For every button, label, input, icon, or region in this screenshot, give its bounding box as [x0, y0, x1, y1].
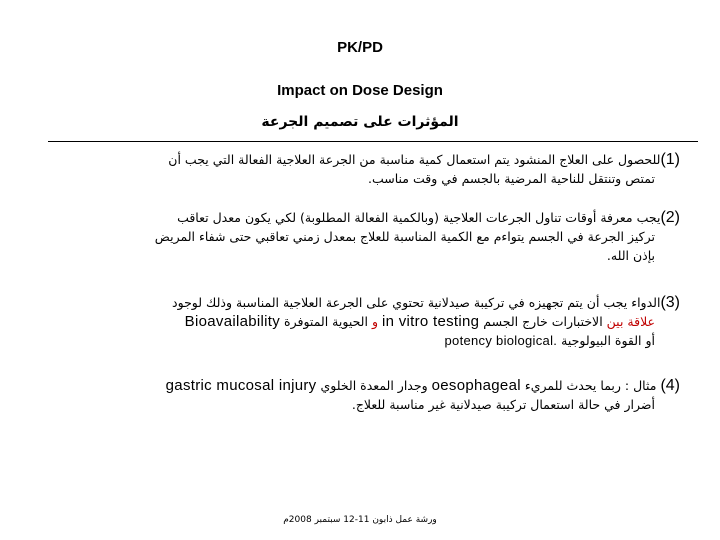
point-1-line-1 — [40, 150, 680, 169]
point-3-text-2b: الحيوية المتوفرة — [284, 314, 368, 329]
point-3-number: (3) — [660, 294, 680, 311]
point-3-and: و — [371, 314, 378, 329]
point-1 — [40, 150, 680, 188]
point-3-in-vitro: in vitro testing — [381, 313, 480, 330]
point-3-text-3: أو القوة البيولوجية — [561, 333, 655, 348]
point-2-text-2: تركيز الجرعة في الجسم يتواءم مع الكمية المناسبة للعلاج بمعدل زمني تعاقبي حتى شفاء المريض — [154, 229, 655, 244]
point-4-number: (4) — [660, 377, 680, 394]
point-1-number: (1) — [660, 151, 680, 168]
point-1-text-1: للحصول على العلاج المنشود يتم استعمال كمية مناسبة من الجرعة العلاجية الفعالة التي يجب أن — [168, 152, 661, 167]
point-4 — [40, 376, 680, 414]
point-4-oesophageal: oesophageal — [431, 377, 521, 394]
point-3-text-2a: الاختبارات خارج الجسم — [483, 314, 603, 329]
point-2-number: (2) — [660, 209, 680, 226]
point-3-highlight: علاقة بين — [606, 314, 655, 329]
point-2-line-3 — [40, 246, 680, 265]
point-3-text-1: الدواء يجب أن يتم تجهيزه في تركيبة صيدلانية تحتوي على الجرعة العلاجية المناسبة وذلك لوجود — [172, 295, 661, 310]
point-2-line-1 — [40, 208, 680, 227]
point-2 — [40, 208, 680, 265]
point-2-line-2 — [40, 227, 680, 246]
point-1-line-2 — [40, 169, 680, 188]
point-3 — [40, 293, 680, 350]
slide-footer: ورشة عمل ذابون 11-12 سبتمبر 2008م — [283, 515, 437, 525]
point-2-text-3: بإذن الله. — [606, 248, 655, 263]
point-4-line-2 — [40, 395, 680, 414]
point-3-bioavailability: Bioavailability — [184, 313, 281, 330]
point-3-potency: potency biological. — [444, 333, 558, 348]
point-4-gastric-injury: gastric mucosal injury — [165, 377, 317, 394]
point-4-line-1 — [40, 376, 680, 395]
point-1-text-2: تمتص وتنتقل للناحية المرضية بالجسم في وقت مناسب. — [368, 171, 655, 186]
slide-arabic-heading: المؤثرات على تصميم الجرعة — [261, 114, 459, 130]
point-4-text-2: أضرار في حالة استعمال تركيبة صيدلانية غير مناسبة للعلاج. — [351, 397, 655, 412]
heading-divider — [48, 141, 698, 142]
point-4-text-1b: وجدار المعدة الخلوي — [320, 378, 428, 393]
point-3-line-1 — [40, 293, 680, 312]
point-3-line-3 — [40, 331, 680, 350]
slide-subtitle: Impact on Dose Design — [277, 82, 443, 99]
point-4-text-1a: مثال : ربما يحدث للمريء — [524, 378, 657, 393]
slide-title: PK/PD — [337, 39, 383, 56]
point-2-text-1: يجب معرفة أوقات تناول الجرعات العلاجية (وبالكمية الفعالة المطلوبة) لكي يكون معدل تعاقب — [177, 210, 661, 225]
point-3-line-2 — [40, 312, 680, 331]
